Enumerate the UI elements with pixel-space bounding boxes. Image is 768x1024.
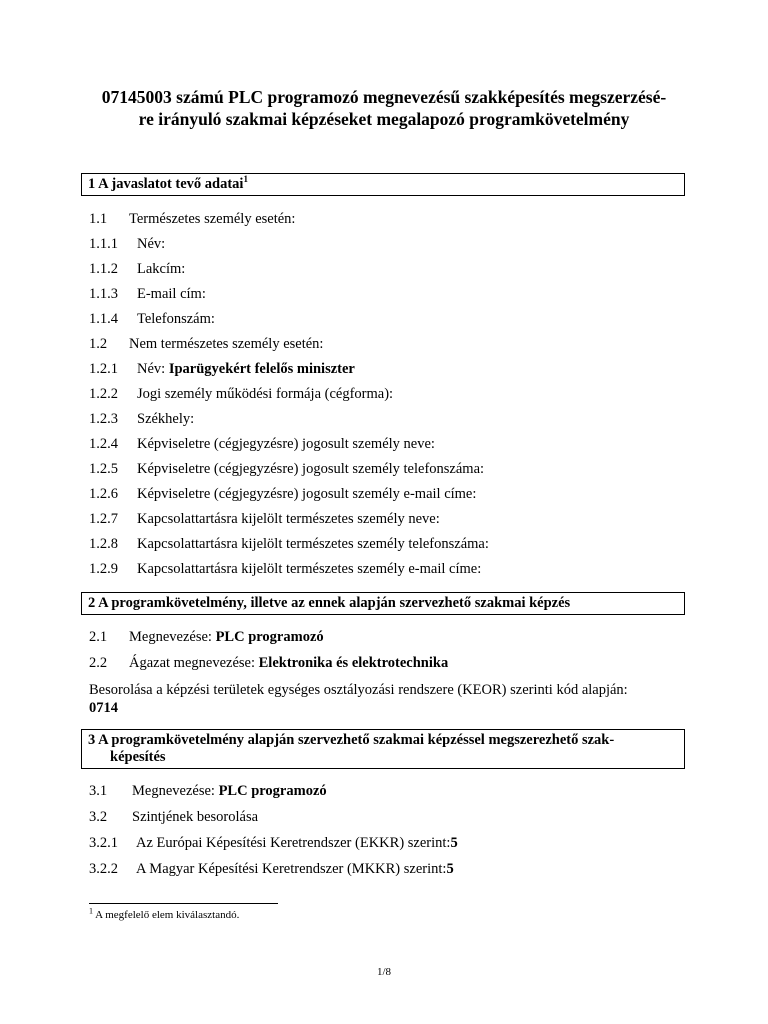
item-number: 1.2.3: [89, 411, 118, 427]
item-text: A Magyar Képesítési Keretrendszer (MKKR) szerint:: [136, 861, 447, 877]
section-2-heading-text: 2 A programkövetelmény, illetve az ennek alapján szervezhető szakmai képzés: [88, 595, 571, 611]
list-item: [89, 360, 355, 378]
list-item: [89, 435, 435, 453]
item-number: 3.2.2: [89, 861, 118, 877]
item-number: 1.2.4: [89, 436, 118, 452]
item-number: 3.2.1: [89, 835, 118, 851]
page-number: 1/8: [376, 966, 392, 978]
list-item: [89, 385, 393, 403]
item-bold-value: PLC programozó: [218, 783, 327, 799]
list-item: [89, 808, 258, 826]
item-number: 1.2: [89, 336, 108, 352]
item-text: Név:: [137, 236, 166, 252]
keor-code: 0714: [89, 700, 118, 716]
list-item: [89, 628, 324, 646]
item-number: 1.1: [89, 211, 108, 227]
item-number: 3.1: [89, 783, 108, 799]
item-text: Lakcím:: [137, 261, 186, 277]
item-number: 1.2.5: [89, 461, 118, 477]
item-text: Természetes személy esetén:: [129, 211, 296, 227]
list-item: [89, 410, 194, 428]
list-item: [89, 535, 489, 553]
item-text: E-mail cím:: [137, 286, 206, 302]
item-text: Kapcsolattartásra kijelölt természetes személy neve:: [137, 511, 440, 527]
item-text: Kapcsolattartásra kijelölt természetes személy e-mail címe:: [137, 561, 482, 577]
list-item: [89, 260, 185, 278]
item-number: 1.2.8: [89, 536, 118, 552]
section-3-heading: [81, 729, 685, 769]
item-bold-value: 5: [446, 861, 454, 877]
footnote-ref: 1: [243, 174, 248, 185]
keor-text: Besorolása a képzési területek egységes osztályozási rendszere (KEOR) szerinti kód alapján:: [89, 682, 628, 698]
keor-classification: [89, 681, 689, 717]
section-1-heading: [81, 173, 685, 196]
list-item: [89, 460, 484, 478]
footnote-text: A megfelelő elem kiválasztandó.: [95, 909, 240, 921]
item-text: Nem természetes személy esetén:: [129, 336, 324, 352]
item-number: 1.2.1: [89, 361, 118, 377]
section-1-heading-text: 1 A javaslatot tevő adatai: [88, 176, 244, 192]
item-text: Telefonszám:: [137, 311, 215, 327]
item-bold-value: 5: [450, 835, 458, 851]
list-item: [89, 654, 448, 672]
item-text: Képviseletre (cégjegyzésre) jogosult személy telefonszáma:: [137, 461, 485, 477]
list-item: [89, 335, 323, 353]
item-number: 1.2.2: [89, 386, 118, 402]
title-line-1: 07145003 számú PLC programozó megnevezésű szakképesítés megszerzésé-: [101, 87, 667, 107]
section-3-heading-line-1: 3 A programkövetelmény alapján szervezhető szakmai képzéssel megszerezhető szak-: [88, 732, 615, 748]
item-number: 3.2: [89, 809, 108, 825]
item-text: Az Európai Képesítési Keretrendszer (EKKR) szerint:: [136, 835, 451, 851]
item-text: Név:: [137, 361, 169, 377]
item-number: 1.1.2: [89, 261, 118, 277]
list-item: [89, 310, 215, 328]
footnote-separator: [89, 903, 278, 904]
list-item: [89, 834, 458, 852]
list-item: [89, 210, 295, 228]
item-number: 1.2.7: [89, 511, 118, 527]
section-3-heading-line-2: képesítés: [110, 749, 166, 765]
item-number: 2.2: [89, 655, 108, 671]
item-number: 2.1: [89, 629, 108, 645]
footnote: [89, 908, 239, 922]
list-item: [89, 485, 476, 503]
item-text: Kapcsolattartásra kijelölt természetes személy telefonszáma:: [137, 536, 489, 552]
title-line-2: re irányuló szakmai képzéseket megalapozó programkövetelmény: [138, 109, 630, 129]
item-text: Képviseletre (cégjegyzésre) jogosult személy e-mail címe:: [137, 486, 477, 502]
item-bold-value: Elektronika és elektrotechnika: [258, 655, 449, 671]
list-item: [89, 510, 440, 528]
item-text: Szintjének besorolása: [132, 809, 259, 825]
item-text: Megnevezése:: [132, 783, 219, 799]
footnote-number: 1: [89, 906, 93, 916]
item-bold-value: Iparügyekért felelős miniszter: [168, 361, 355, 377]
item-number: 1.1.3: [89, 286, 118, 302]
item-text: Jogi személy működési formája (cégforma):: [137, 386, 394, 402]
item-number: 1.1.4: [89, 311, 118, 327]
list-item: [89, 235, 165, 253]
list-item: [89, 860, 454, 878]
item-text: Megnevezése:: [129, 629, 216, 645]
item-number: 1.1.1: [89, 236, 118, 252]
document-title: [60, 86, 708, 130]
item-number: 1.2.6: [89, 486, 118, 502]
item-text: Képviseletre (cégjegyzésre) jogosult személy neve:: [137, 436, 435, 452]
list-item: [89, 782, 327, 800]
section-2-heading: [81, 592, 685, 615]
list-item: [89, 560, 481, 578]
item-text: Székhely:: [137, 411, 195, 427]
item-text: Ágazat megnevezése:: [129, 655, 259, 671]
list-item: [89, 285, 206, 303]
item-number: 1.2.9: [89, 561, 118, 577]
item-bold-value: PLC programozó: [215, 629, 324, 645]
